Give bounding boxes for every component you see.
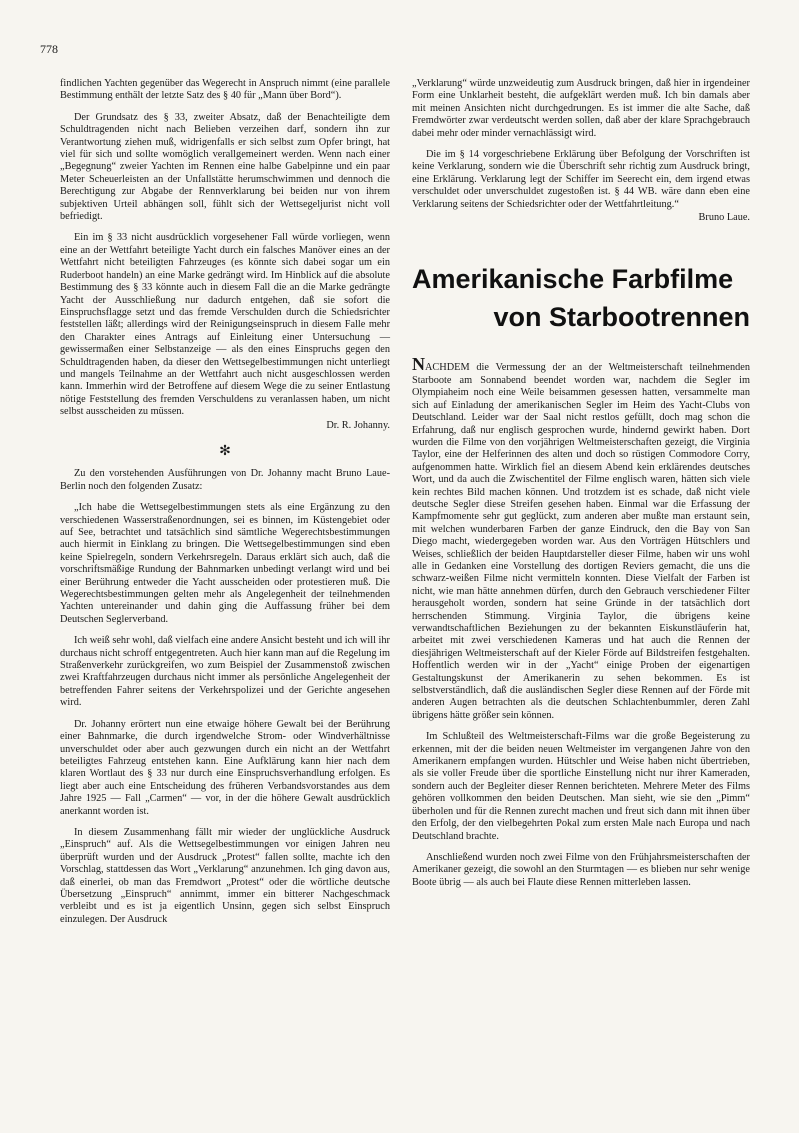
article-title bbox=[412, 260, 750, 336]
right-column bbox=[412, 78, 750, 898]
section-divider-asterisk: ✻ bbox=[219, 443, 231, 459]
paragraph: „Verklarung“ würde unzweideutig zum Ausdruck bringen, daß hier in irgendeiner Form eine Unklarheit besteht, die aufgeklärt werden muß. Ich bin damals aber mit meinen Ansichten nicht durchgedrungen. Es ist immer die alte Sache, daß Fremdwörter zwar verdeutscht werden sollen, daß aber der klare Sprachgebrauch dabei mehr oder minder vernachlässigt wird. bbox=[412, 78, 750, 139]
paragraph: findlichen Yachten gegenüber das Wegerecht in Anspruch nimmt (eine parallele Bestimmung enthält der letzte Satz des § 40 für „Mann über Bord“). bbox=[60, 78, 390, 102]
article-paragraph: Im Schlußteil des Weltmeisterschaft-Films war die große Begeisterung zu erkennen, mit der die beiden neuen Weltmeister im vergangenen Jahre von den Amerikanern empfangen wurden. Hütschler und Weise haben nicht übertrieben, als sie voller Freude über die sportliche Einstellung nicht nur ihrer Kameraden, sondern auch der Begleiter dieser Rennen berichteten. Mehrere Meter des Films gehören vollkommen den beiden Deutschen. Man sieht, wie sie den „Pimm“ überholen und für die Rennen zurecht machen und freut sich dann mit ihnen über den Erfolg, der den vielbegehrten Pokal zum ersten Male nach Europa und nach Deutschland brachte. bbox=[412, 731, 750, 842]
article-title-line: Amerikanische Farbfilme bbox=[412, 264, 734, 295]
paragraph bbox=[60, 232, 390, 432]
paragraph: „Ich habe die Wettsegelbestimmungen stets als eine Ergänzung zu den verschiedenen Wasserstraßenordnungen, sei es binnen, im Küstengebiet oder auf See, betrachtet und tatsächlich sind sämtliche Wegerechtsbestimmungen auch hiermit in Einklang zu bringen. Die Wettsegelbestimmungen sind eben keine Spielregeln, sondern Verkehrsregeln. Daraus erklärt sich auch, daß die vorschriftsmäßige Rundung der Bahnmarken unbedingt verlangt wird und bei einer Berührung entweder die Yacht ausscheiden oder protestieren muß. Die Wegerechtsbestimmungen gelten mehr als Angelegenheit der teilnehmenden Yachten untereinander und dahin ging die Auffassung früher bei dem Deutschen Seglerverband. bbox=[60, 502, 390, 625]
left-column bbox=[60, 78, 390, 935]
paragraph: Zu den vorstehenden Ausführungen von Dr. Johanny macht Bruno Laue-Berlin noch den folgenden Zusatz: bbox=[60, 468, 390, 492]
lead-word: ACHDEM bbox=[425, 362, 470, 374]
author-signature: Bruno Laue. bbox=[698, 212, 750, 224]
paragraph-text: die Vermessung der an der Weltmeisterschaft teilnehmenden Starboote am Sonnabend beendet worden war, nachdem die Segler im Olympiaheim noch eine Weile beisammen gesessen hatten, versammelte man sich auf Einladung der amerikanischen Segler im Heim des Yacht-Clubs von Deutschland. Leider war der Saal nicht restlos gefüllt, doch mag schon die Erfahrung, daß nur englisch gesprochen wurde, hindernd gewirkt haben. Dort wurden die Filme von den vorjährigen Weltmeisterschaften gezeigt, die Virginia Taylor, eine der Helferinnen des alten und doch so rüstigen Commodore Corry, aufgenommen hatte. Wirklich fiel an diesem Abend kein erklärendes deutsches Wort, und da auch die Zwischentitel der Filme englisch waren, hätten sich viele kein rechtes Bild machen können. Und trotzdem ist es schade, daß nicht viele deutsche Segler diese Streifen gesehen haben. Einmal war die Erfassung der Kampfmomente sehr gut geglückt, zum anderen aber mußte man erstaunt sein, mit welchen wunderbaren Farben der ganze Eindruck, den die Bay von San Diego macht, wiedergegeben worden war. Aus den Vorträgen Hütschlers und Weises, schließlich der beiden Hauptdarsteller dieser Filme, haben wir uns wohl alle in Gedanken eine Vorstellung des dortigen Reviers gemacht, die uns die schwarz-weißen Filme nicht vermitteln konnten. Diese Vielfalt der Farben ist nicht, wie man hätte annehmen dürfen, durch den Gebrauch verschiedener Filter herausgeholt worden, sondern hat seine Gründe in der tatsächlich dort herrschenden Stimmung. Virginia Taylor, die übrigens keine verwandtschaftlichen Beziehungen zu der bekannten Eiskunstläuferin hat, arbeitet mit zwei verschiedenen Kameras und hat auch die Rennen der diesjährigen Weltmeisterschaft auf der Kieler Förde auf Bildstreifen festgehalten. Hoffentlich werden wir in der „Yacht“ einige Proben der eigenartigen Gestaltungskunst der Amerikanerin zu sehen bekommen. Es ist selbstverständlich, daß die ausländischen Segler diese Rennen auf der Förde mit anderen Augen betrachten als die deutschen Schlachtenbummler, deren Zahl übrigens hätte größer sein können. bbox=[412, 362, 750, 721]
paragraph: Ich weiß sehr wohl, daß vielfach eine andere Ansicht besteht und ich will ihr durchaus nicht schroff entgegentreten. Auch hier kann man auf die Regelung im Straßenverkehr zurückgreifen, wo zum Beispiel der Zusammenstoß zwischen zwei Kraftfahrzeugen durchaus nicht immer als persönliche Angelegenheit der betreffenden Fahrer seitens der Verkehrspolizei und der Gerichte angesehen wird. bbox=[60, 635, 390, 709]
paragraph-text: Ein im § 33 nicht ausdrücklich vorgesehener Fall würde vorliegen, wenn eine an der Wettfahrt beteiligte Yacht durch ein falsches Manöver eines an der Wettfahrt nicht beteiligten Fahrzeuges (es könnte sich dabei sogar um ein Ruderboot handeln) an eine Marke gedrängt wird. Im Hinblick auf die absolute Bestimmung des § 33 könnte auch in diesem Fall die an die Marke gedrängte Yacht der Ausschließung nur dadurch entgehen, daß sie sofort die Einspruchsflagge setzt und das fremde Verschulden durch die Schiedsrichter feststellen läßt; allerdings wird der Reinigungseinspruch in diesem Falle mehr den Charakter eines Antrags auf Einleitung einer Untersuchung — gewissermaßen einer Selbstanzeige — als den eines Einspruchs gegen den Schuldtragenden haben, da dieser den Wettsegelbestimmungen nicht unterliegt und mangels Teilnahme an der Wettfahrt auch nicht ausgeschlossen werden kann. Immerhin wird der Betroffene auf diesem Wege die zu seiner Entlastung nötige Feststellung des fremden Verschuldens zu veranlassen haben, um nicht selbst ausscheiden zu müssen. bbox=[60, 232, 390, 418]
article-paragraph: Anschließend wurden noch zwei Filme von den Frühjahrsmeisterschaften der Amerikaner gezeigt, die sowohl an den Sturmtagen — es blieben nur sehr wenige Boote übrig — als auch bei Flaute diese Rennen mitterleben lassen. bbox=[412, 851, 750, 888]
paragraph: Dr. Johanny erörtert nun eine etwaige höhere Gewalt bei der Berührung einer Bahnmarke, die durch irgendwelche Strom- oder Windverhältnisse unverschuldet oder aber auch gezwungen durch ein nicht an der Wettfahrt beteiligtes Fahrzeug entstehen kann. Eine Aufklärung kann hier nach dem klaren Wortlaut des § 33 nur durch eine Einspruchsverhandlung erfolgen. Es liegt aber auch eine Entscheidung des früheren Verbandsvorstandes aus dem Jahre 1925 — Fall „Carmen“ — vor, in der die höhere Gewalt ausdrücklich anerkannt worden ist. bbox=[60, 718, 390, 817]
page-number: 778 bbox=[40, 42, 58, 56]
article-paragraph bbox=[412, 354, 750, 722]
drop-cap: N bbox=[412, 354, 425, 375]
paragraph-text: Die im § 14 vorgeschriebene Erklärung über Befolgung der Vorschriften ist keine Verklarung, sondern wie die Überschrift sehr richtig zum Ausdruck bringt, eine Erklärung. Verklarung legt der Schiffer im Seerecht ein, dem irgend etwas verschuldet oder unverschuldet zugestoßen ist. § 44 WB. wäre dann eben eine Verklarung seitens der Schiedsrichter oder der Wettfahrtleitung.“ bbox=[412, 149, 750, 210]
paragraph: Der Grundsatz des § 33, zweiter Absatz, daß der Benachteiligte dem Schuldtragenden nicht nach Belieben verzeihen darf, sondern ihn zur Verantwortung ziehen muß, widrigenfalls er sich selbst zum Opfer bringt, hat viel für sich und sollte womöglich verallgemeinert werden. Wenn nach einer „Begegnung“ zweier Yachten im Rennen eine halbe Gabelpinne und ein paar Meter Scheuerleisten an der Unfallstätte herumschwimmen und dennoch die Berechtigung zur Abgabe der Rennverklarung bei beiden nur von ihrem subjektiven Urteil abhängen soll, fühlt sich der Wettsegeljurist nicht voll befriedigt. bbox=[60, 111, 390, 223]
paragraph: In diesem Zusammenhang fällt mir wieder der unglückliche Ausdruck „Einspruch“ auf. Als die Wettsegelbestimmungen vor einigen Jahren neu überprüft wurden und der Ausdruck „Protest“ fallen sollte, machte ich den Vorschlag, stattdessen das Wort „Verklarung“ anzunehmen. Ich ging davon aus, daß einerlei, ob man das Fremdwort „Protest“ oder die wörtliche deutsche Übersetzung „Einspruch“ annimmt, immer ein bitterer Nachgeschmack verbleibt und es ist ja eigentlich Unsinn, gegen sich selbst Einspruch einzulegen. Der Ausdruck bbox=[60, 826, 390, 925]
author-signature: Dr. R. Johanny. bbox=[326, 419, 390, 431]
article-title-line: von Starbootrennen bbox=[493, 302, 750, 333]
paragraph bbox=[412, 149, 750, 224]
